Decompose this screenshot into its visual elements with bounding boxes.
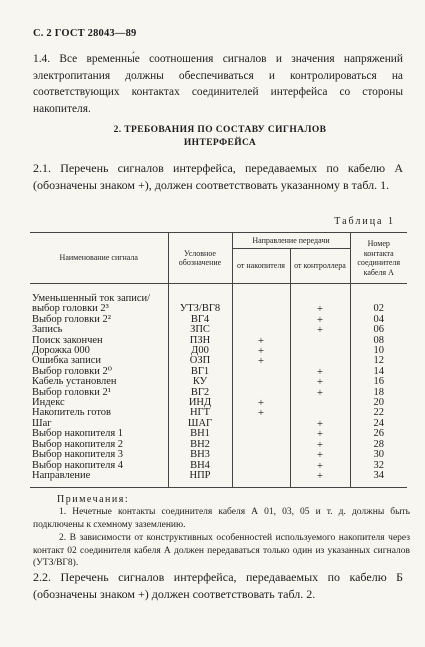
header-direction: Направление передачи xyxy=(232,233,350,249)
direction-from-drive xyxy=(232,471,290,488)
pin-number: 06 xyxy=(350,325,407,335)
direction-from-drive xyxy=(232,429,290,439)
pin-number: 24 xyxy=(350,419,407,429)
note-2: 2. В зависимости от конструктивных особенностей используемого накопителя через контакт 02 соединителя кабеля А должен передаваться только один из указанных сигналов (УТЗ/ВГ8). xyxy=(33,533,410,568)
header-signal-name: Наименование сигнала xyxy=(30,233,168,284)
direction-from-drive xyxy=(232,419,290,429)
section-heading-line-1: 2. ТРЕБОВАНИЯ ПО СОСТАВУ СИГНАЛОВ xyxy=(113,125,327,135)
signal-code: ВН3 xyxy=(168,450,232,460)
signal-name: Поиск закончен xyxy=(32,334,103,346)
direction-from-controller: + xyxy=(290,471,350,488)
direction-from-controller: + xyxy=(290,429,350,439)
direction-from-drive: + xyxy=(232,398,290,408)
signal-code: ВН1 xyxy=(168,429,232,439)
signal-name: Кабель установлен xyxy=(32,376,117,388)
header-code: Условное обозначение xyxy=(168,233,232,284)
direction-from-controller xyxy=(290,284,350,305)
pin-number: 30 xyxy=(350,450,407,460)
table-row xyxy=(30,388,407,398)
signal-code: ЗПС xyxy=(168,325,232,335)
signal-code: ВГ4 xyxy=(168,315,232,325)
pin-number: 08 xyxy=(350,336,407,346)
direction-from-controller: + xyxy=(290,450,350,460)
signal-code xyxy=(168,284,232,305)
signal-code: ШАГ xyxy=(168,419,232,429)
paragraph-2-1: 2.1. Перечень сигналов интерфейса, передаваемых по кабелю А (обозначены знаком +), должен соответствовать указанному в табл. 1. xyxy=(33,161,403,192)
table-row xyxy=(30,408,407,418)
pin-number: 20 xyxy=(350,398,407,408)
signal-name: Шаг xyxy=(32,417,52,429)
pin-number: 04 xyxy=(350,315,407,325)
pin-number: 14 xyxy=(350,367,407,377)
direction-from-controller: + xyxy=(290,461,350,471)
signals-table xyxy=(30,232,407,488)
signal-name: Выбор головки 2⁰ xyxy=(32,365,112,377)
signal-code: ВН4 xyxy=(168,461,232,471)
signal-name: Выбор накопителя 3 xyxy=(32,449,124,461)
table-row xyxy=(30,471,407,488)
direction-from-controller: + xyxy=(290,419,350,429)
signal-code: ВН2 xyxy=(168,440,232,450)
pin-number: 10 xyxy=(350,346,407,356)
signal-name: Запись xyxy=(32,324,63,336)
section-heading-line-2: ИНТЕРФЕЙСА xyxy=(183,138,257,148)
direction-from-drive: + xyxy=(232,408,290,418)
direction-from-controller: + xyxy=(290,388,350,398)
direction-from-drive: + xyxy=(232,336,290,346)
page-header: С. 2 ГОСТ 28043—89 xyxy=(33,28,137,39)
table-caption: Таблица 1 xyxy=(334,216,395,227)
table-row xyxy=(30,284,407,305)
pin-number xyxy=(350,284,407,305)
signal-name: Дорожка 000 xyxy=(32,345,90,357)
direction-from-controller: + xyxy=(290,377,350,387)
notes-title: Примечания: xyxy=(57,494,130,505)
direction-from-controller: + xyxy=(290,304,350,314)
signal-name: Ошибка записи xyxy=(32,355,102,367)
signal-name: Выбор накопителя 1 xyxy=(32,428,124,440)
direction-from-controller: + xyxy=(290,315,350,325)
direction-from-controller: + xyxy=(290,367,350,377)
signal-code: ИНД xyxy=(168,398,232,408)
direction-from-drive xyxy=(232,461,290,471)
direction-from-drive xyxy=(232,284,290,305)
table-row xyxy=(30,315,407,325)
paragraph-1-4: 1.4. Все временны́е соотношения сигналов и значения напряжений электропитания должны обеспечиваться и контролироваться на соответствующих контактах соединителей интерфейса со стороны накопителя. xyxy=(33,53,403,115)
signal-code: ОЗП xyxy=(168,356,232,366)
signal-name: Выбор накопителя 4 xyxy=(32,459,124,471)
signal-code: УТЗ/ВГ8 xyxy=(168,304,232,314)
direction-from-drive: + xyxy=(232,356,290,366)
pin-number: 26 xyxy=(350,429,407,439)
signal-name: Выбор головки 2² xyxy=(32,313,111,325)
pin-number: 16 xyxy=(350,377,407,387)
header-from-drive: от накопителя xyxy=(232,249,290,284)
signals-table-body xyxy=(30,284,407,488)
direction-from-drive xyxy=(232,315,290,325)
direction-from-drive xyxy=(232,440,290,450)
signal-code: ВГ1 xyxy=(168,367,232,377)
table-row xyxy=(30,450,407,460)
direction-from-drive xyxy=(232,377,290,387)
signal-name: Накопитель готов xyxy=(32,407,112,419)
header-from-controller: от контроллера xyxy=(290,249,350,284)
section-heading xyxy=(80,124,360,150)
signal-code: КУ xyxy=(168,377,232,387)
direction-from-controller xyxy=(290,398,350,408)
direction-from-controller: + xyxy=(290,440,350,450)
signal-code: Д00 xyxy=(168,346,232,356)
signal-name: Уменьшенный ток записи/ xyxy=(32,293,151,304)
signal-name: Индекс xyxy=(32,397,65,409)
pin-number: 28 xyxy=(350,440,407,450)
direction-from-drive xyxy=(232,304,290,314)
header-pin: Номер контакта соединителя кабеля А xyxy=(350,233,407,284)
signal-name: Выбор головки 2¹ xyxy=(32,386,111,398)
direction-from-controller xyxy=(290,346,350,356)
paragraph-2-2: 2.2. Перечень сигналов интерфейса, передаваемых по кабелю Б (обозначены знаком +) должен соответствовать табл. 2. xyxy=(33,570,403,601)
pin-number: 18 xyxy=(350,388,407,398)
note-1: 1. Нечетные контакты соединителя кабеля А 01, 03, 05 и т. д. должны быть подключены к схемному заземлению. xyxy=(33,507,410,530)
pin-number: 34 xyxy=(350,471,407,488)
pin-number: 32 xyxy=(350,461,407,471)
signal-name: Направление xyxy=(30,471,168,488)
signal-code: ПЗН xyxy=(168,336,232,346)
signal-code: НПР xyxy=(168,471,232,488)
signal-code: ВГ2 xyxy=(168,388,232,398)
direction-from-controller xyxy=(290,336,350,346)
direction-from-drive xyxy=(232,367,290,377)
signal-name: выбор головки 2³ xyxy=(32,303,109,315)
direction-from-drive: + xyxy=(232,346,290,356)
pin-number: 12 xyxy=(350,356,407,366)
signal-code: НГТ xyxy=(168,408,232,418)
direction-from-drive xyxy=(232,450,290,460)
direction-from-controller: + xyxy=(290,325,350,335)
pin-number: 22 xyxy=(350,408,407,418)
pin-number: 02 xyxy=(350,304,407,314)
signal-name: Выбор накопителя 2 xyxy=(32,438,124,450)
